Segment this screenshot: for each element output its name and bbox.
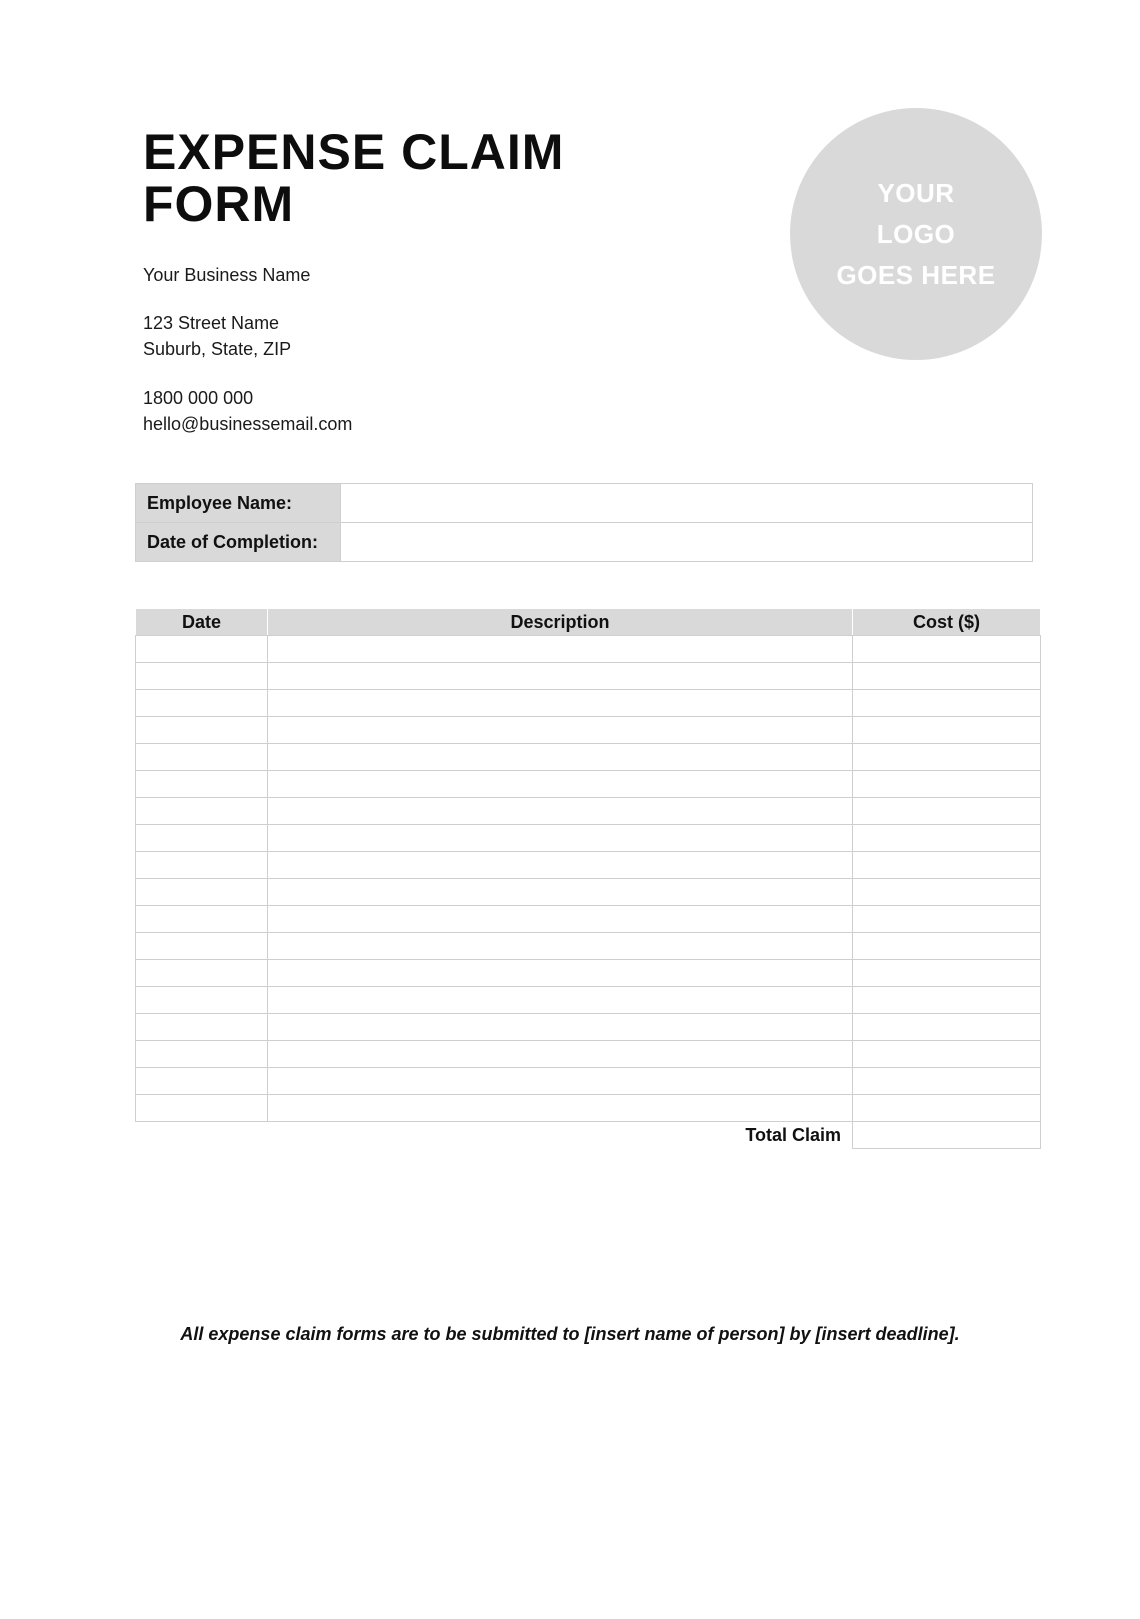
business-phone: 1800 000 000 [143,388,254,408]
employee-info-table [135,483,1033,562]
date-cell[interactable] [136,1095,268,1122]
business-contact-block [143,385,352,437]
cost-cell[interactable] [853,798,1041,825]
submission-note: All expense claim forms are to be submitted to [insert name of person] by [insert deadline]. [180,1324,960,1344]
logo-text-line-2: LOGO [876,218,956,249]
cost-cell[interactable] [853,771,1041,798]
cost-cell[interactable] [853,960,1041,987]
cost-cell[interactable] [853,825,1041,852]
expense-row [136,798,1041,825]
total-claim-label: Total Claim [268,1122,853,1149]
expense-row [136,744,1041,771]
date-cell[interactable] [136,1068,268,1095]
total-claim-field[interactable] [853,1122,1041,1149]
cost-cell[interactable] [853,690,1041,717]
logo-text-line-3: GOES HERE [836,259,996,290]
expense-row [136,771,1041,798]
expense-row [136,690,1041,717]
date-cell[interactable] [136,879,268,906]
description-cell[interactable] [268,933,853,960]
business-email: hello@businessemail.com [143,414,353,434]
description-cell[interactable] [268,960,853,987]
expense-row [136,933,1041,960]
expense-row [136,879,1041,906]
expense-row [136,1095,1041,1122]
description-cell[interactable] [268,798,853,825]
cost-cell[interactable] [853,717,1041,744]
header-description: Description [268,609,853,636]
cost-cell[interactable] [853,1014,1041,1041]
expense-row [136,852,1041,879]
expense-row [136,987,1041,1014]
business-suburb: Suburb, State, ZIP [143,339,292,359]
description-cell[interactable] [268,906,853,933]
business-name-block [143,262,310,288]
expense-row [136,663,1041,690]
expense-table-header [136,609,1041,636]
description-cell[interactable] [268,663,853,690]
expense-table [135,608,1041,1149]
employee-name-label: Employee Name: [136,484,341,523]
description-cell[interactable] [268,1095,853,1122]
date-cell[interactable] [136,663,268,690]
description-cell[interactable] [268,717,853,744]
date-cell[interactable] [136,987,268,1014]
form-title-line-2: FORM [143,176,295,232]
expense-row [136,1041,1041,1068]
expense-row [136,960,1041,987]
description-cell[interactable] [268,744,853,771]
form-title-line-1: EXPENSE CLAIM [143,124,565,180]
cost-cell[interactable] [853,906,1041,933]
date-cell[interactable] [136,933,268,960]
date-cell[interactable] [136,717,268,744]
date-cell[interactable] [136,852,268,879]
description-cell[interactable] [268,690,853,717]
cost-cell[interactable] [853,744,1041,771]
date-cell[interactable] [136,636,268,663]
description-cell[interactable] [268,1014,853,1041]
date-cell[interactable] [136,906,268,933]
description-cell[interactable] [268,879,853,906]
date-of-completion-field[interactable] [341,523,1033,562]
date-cell[interactable] [136,825,268,852]
expense-row [136,1014,1041,1041]
expense-row [136,636,1041,663]
business-name: Your Business Name [143,265,311,285]
employee-name-row [136,484,1033,523]
expense-row [136,825,1041,852]
expense-row [136,1068,1041,1095]
cost-cell[interactable] [853,663,1041,690]
expense-row [136,717,1041,744]
date-cell[interactable] [136,1014,268,1041]
expense-row [136,906,1041,933]
date-of-completion-label: Date of Completion: [136,523,341,562]
description-cell[interactable] [268,1068,853,1095]
date-cell[interactable] [136,771,268,798]
description-cell[interactable] [268,852,853,879]
cost-cell[interactable] [853,1095,1041,1122]
total-claim-row [136,1122,1041,1149]
date-cell[interactable] [136,690,268,717]
date-cell[interactable] [136,1041,268,1068]
expense-rows [136,636,1041,1122]
description-cell[interactable] [268,636,853,663]
business-street: 123 Street Name [143,313,280,333]
cost-cell[interactable] [853,852,1041,879]
employee-name-field[interactable] [341,484,1033,523]
cost-cell[interactable] [853,987,1041,1014]
description-cell[interactable] [268,771,853,798]
cost-cell[interactable] [853,636,1041,663]
description-cell[interactable] [268,1041,853,1068]
business-address-block [143,310,291,362]
cost-cell[interactable] [853,1041,1041,1068]
cost-cell[interactable] [853,933,1041,960]
cost-cell[interactable] [853,879,1041,906]
header-date: Date [136,609,268,636]
date-cell[interactable] [136,798,268,825]
date-of-completion-row [136,523,1033,562]
logo-text-line-1: YOUR [877,177,955,208]
form-title [143,126,623,230]
description-cell[interactable] [268,825,853,852]
date-cell[interactable] [136,960,268,987]
header-cost: Cost ($) [853,609,1041,636]
date-cell[interactable] [136,744,268,771]
cost-cell[interactable] [853,1068,1041,1095]
logo-placeholder [790,108,1042,360]
description-cell[interactable] [268,987,853,1014]
total-claim-spacer [136,1122,268,1149]
